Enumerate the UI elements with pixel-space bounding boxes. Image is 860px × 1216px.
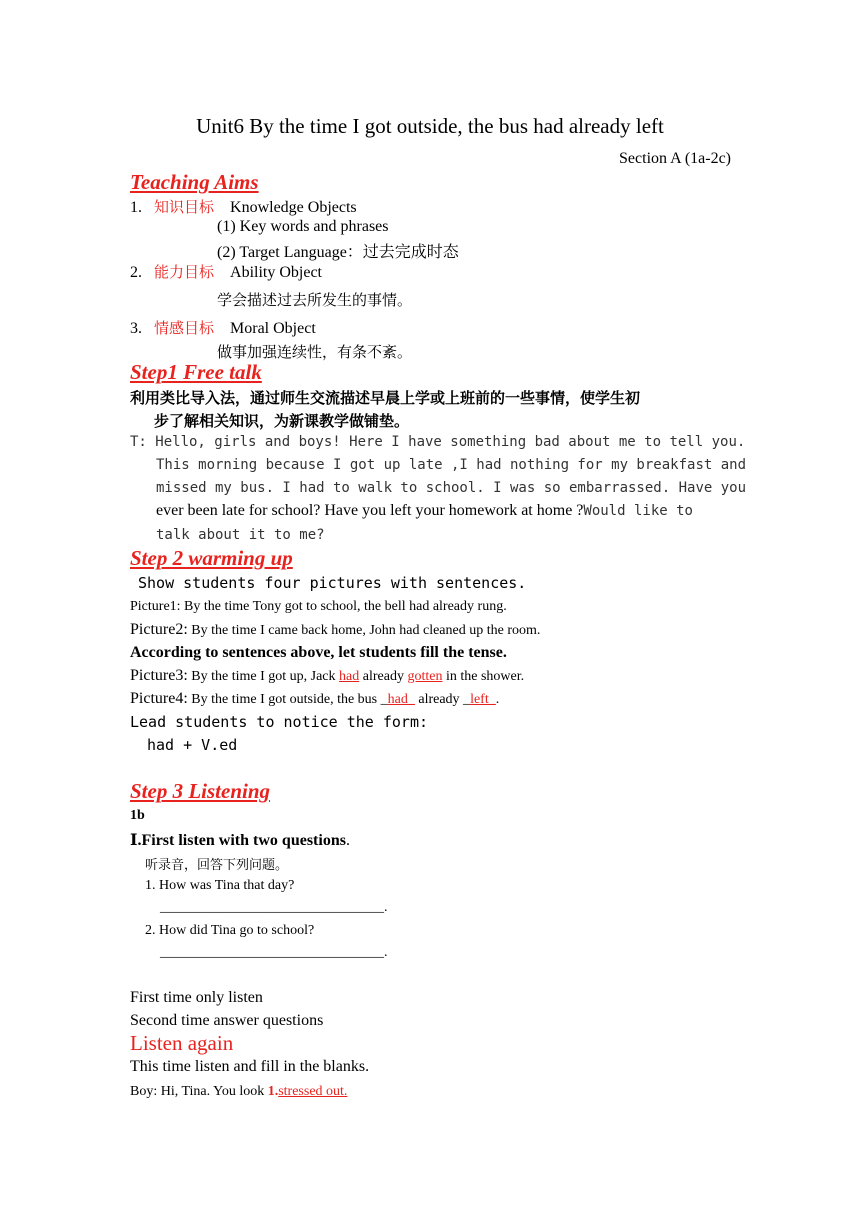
second-time-note: Second time answer questions	[130, 1012, 324, 1029]
picture-4-answer-had: had_	[387, 692, 415, 707]
teaching-aims-heading: Teaching Aims	[130, 170, 259, 194]
picture-2-label: Picture2:	[130, 621, 188, 638]
step3-sub-label: 1b	[130, 808, 145, 823]
picture-3-answer-gotten: gotten	[407, 669, 443, 684]
aim-3-desc: 做事加强连续性，有条不紊。	[217, 343, 413, 361]
picture-4-part-d: .	[495, 692, 500, 707]
aim-item-2	[130, 261, 322, 282]
aim-3-number: 3.	[130, 320, 142, 337]
step1-teacher-line-4	[156, 502, 693, 520]
question-2-blank: ________________________________.	[160, 945, 388, 960]
picture-3-label: Picture3:	[130, 667, 188, 684]
picture-4-sentence	[130, 690, 499, 708]
form-formula: had + V.ed	[147, 736, 238, 754]
aim-2-en: Ability Object	[230, 264, 322, 281]
blank-1-answer: stressed out.	[278, 1084, 348, 1099]
question-1-blank: ________________________________.	[160, 900, 388, 915]
picture-4-part-c: already _	[414, 692, 471, 707]
aim-1-sub-2: (2) Target Language：过去完成时态	[217, 244, 459, 261]
step1-heading: Step1 Free talk	[130, 360, 262, 384]
question-2: 2. How did Tina go to school?	[145, 923, 315, 938]
lead-students-line: Lead students to notice the form:	[130, 713, 429, 731]
step1-line-4-tail: Would like to	[583, 503, 693, 519]
aim-1-en: Knowledge Objects	[230, 199, 357, 216]
step2-heading: Step 2 warming up	[130, 546, 293, 570]
picture-3-part-d: in the shower.	[442, 669, 525, 684]
picture-4-answer-left: left_	[470, 692, 496, 707]
picture-3-answer-had: had	[339, 669, 360, 684]
according-instruction: According to sentences above, let students fill the tense.	[130, 644, 507, 661]
step1-teacher-line-3: missed my bus. I had to walk to school. I was so embarrassed. Have you	[156, 480, 747, 496]
chinese-instruction: 听录音，回答下列问题。	[145, 858, 289, 873]
aim-1-number: 1.	[130, 199, 142, 216]
question-1: 1. How was Tina that day?	[145, 878, 295, 893]
fill-blanks-instruction: This time listen and fill in the blanks.	[130, 1058, 370, 1075]
section-label: Section A (1a-2c)	[619, 150, 731, 167]
aim-2-desc: 学会描述过去所发生的事情。	[217, 291, 413, 309]
step2-show-line: Show students four pictures with sentences.	[138, 574, 527, 592]
step1-intro-line-1: 利用类比导入法，通过师生交流描述早晨上学或上班前的一些事情，使学生初	[130, 389, 641, 407]
picture-2-text: By the time I came back home, John had cleaned up the room.	[187, 623, 541, 638]
boy-line-text: Boy: Hi, Tina. You look	[130, 1084, 268, 1099]
picture-3-part-a: By the time I got up, Jack	[187, 669, 340, 684]
aim-item-1	[130, 196, 357, 217]
step1-teacher-line-2: This morning because I got up late ,I had nothing for my breakfast and	[156, 457, 747, 473]
step3-heading: Step 3 Listening	[130, 779, 271, 803]
step1-line-4-text: ever been late for school? Have you left your homework at home ?	[156, 502, 584, 519]
part1-title-line	[130, 830, 350, 850]
step1-intro-line-2: 步了解相关知识，为新课教学做铺垫。	[154, 412, 410, 430]
listen-again-heading: Listen again	[130, 1031, 234, 1055]
picture-3-part-c: already	[359, 669, 408, 684]
part1-title-dot: .	[345, 832, 350, 849]
picture-2-sentence	[130, 621, 540, 639]
picture-4-part-a: By the time I got outside, the bus _	[187, 692, 388, 707]
step1-teacher-line-1: T: Hello, girls and boys! Here I have something bad about me to tell you.	[130, 434, 746, 450]
dialogue-boy-line	[130, 1084, 347, 1100]
step1-teacher-line-5: talk about it to me?	[156, 527, 325, 543]
aim-1-sub-1: (1) Key words and phrases	[217, 218, 389, 235]
picture-3-sentence	[130, 667, 524, 685]
aim-3-en: Moral Object	[230, 320, 316, 337]
aim-item-3	[130, 317, 316, 338]
picture-1-sentence: Picture1: By the time Tony got to school, the bell had already rung.	[130, 599, 507, 614]
blank-1-number: 1.	[267, 1084, 279, 1099]
aim-3-cn: 情感目标	[154, 319, 215, 337]
first-time-note: First time only listen	[130, 989, 263, 1006]
aim-2-number: 2.	[130, 264, 142, 281]
picture-4-label: Picture4:	[130, 690, 188, 707]
aim-2-cn: 能力目标	[154, 263, 215, 281]
document-title: Unit6 By the time I got outside, the bus had already left	[196, 114, 664, 138]
part1-title: Ⅰ.First listen with two questions	[130, 832, 346, 849]
aim-1-cn: 知识目标	[154, 198, 215, 216]
